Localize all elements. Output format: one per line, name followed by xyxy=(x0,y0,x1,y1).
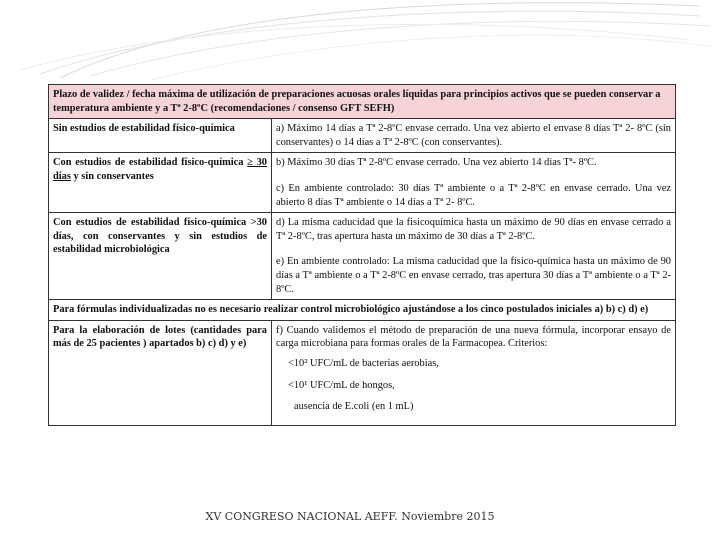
recommendation-b: b) Máximo 30 días Tª 2-8ºC envase cerrado. Una vez abierto 14 días Tª- 8ºC. xyxy=(276,157,597,169)
validity-table xyxy=(48,84,676,426)
recommendation-c: c) En ambiente controlado: 30 días Tª ambiente o a Tª 2-8ºC en envase cerrado. Una vez abierto 8 días Tª ambiente o 14 días a Tª 2- 8ºC. xyxy=(276,182,671,208)
table-row xyxy=(49,300,676,321)
row-condition: Para la elaboración de lotes (cantidades para más de 25 pacientes ) apartados b) c) d) y e) xyxy=(49,320,272,425)
footer-text: XV CONGRESO NACIONAL AEFF. Noviembre 2015 xyxy=(205,510,495,523)
row-recommendation xyxy=(272,320,676,425)
row-recommendation xyxy=(272,153,676,213)
table-row xyxy=(49,153,676,213)
table-header: Plazo de validez / fecha máxima de utilización de preparaciones acuosas orales líquidas para principios activos que se pueden conservar a temperatura ambiente y a Tª 2-8ºC (recomendaciones / consenso GFT SEFH) xyxy=(49,85,676,119)
table-row xyxy=(49,320,676,425)
row-condition: Con estudios de estabilidad físico-química ≥ 30 días y sin conservantes xyxy=(49,153,272,213)
table-row xyxy=(49,213,676,300)
table-header-row xyxy=(49,85,676,119)
decorative-lines xyxy=(0,0,720,80)
row-condition: Sin estudios de estabilidad físico-química xyxy=(49,119,272,153)
recommendation-f: f) Cuando validemos el método de preparación de una nueva fórmula, incorporar ensayo de carga microbiana para formas orales de la Farmacopea. Criterios: xyxy=(276,324,671,350)
individual-formulas-note: Para fórmulas individualizadas no es necesario realizar control microbiológico ajustándose a los cinco postulados iniciales a) b) c) d) e) xyxy=(49,300,676,321)
criterion-aerobic-bacteria: <10² UFC/mL de bacterias aerobias, xyxy=(288,357,439,369)
recommendation-e: e) En ambiente controlado: La misma caducidad que la físico-química hasta un máximo de 90 días a Tª ambiente o a Tª 2-8ºC en envase cerrado, tras apertura 30 días a Tª ambiente o a Tª 2-8ºC. xyxy=(276,256,671,295)
criterion-fungi: <10¹ UFC/mL de hongos, xyxy=(288,379,395,391)
criterion-ecoli: ausencia de E.coli (en 1 mL) xyxy=(294,401,414,413)
row-recommendation xyxy=(272,119,676,153)
threshold-text: ≥ 30 días xyxy=(53,157,267,182)
table-row xyxy=(49,119,676,153)
recommendation-a: a) Máximo 14 días a Tª 2-8ºC envase cerrado. Una vez abierto el envase 8 días Tª 2- 8ºC (sin conservantes) o 14 días a Tª 2-8ºC (con conservantes). xyxy=(276,123,671,148)
recommendation-d: d) La misma caducidad que la fisicoquímica hasta un máximo de 90 días en envase cerrado a Tª 2-8ºC, tras apertura hasta un máximo de 30 días a Tª 2-8ºC. xyxy=(276,217,671,242)
row-condition: Con estudios de estabilidad físico-química >30 días, con conservantes y sin estudios de estabilidad microbiológica xyxy=(49,213,272,300)
criteria-list xyxy=(276,357,671,414)
row-recommendation xyxy=(272,213,676,300)
